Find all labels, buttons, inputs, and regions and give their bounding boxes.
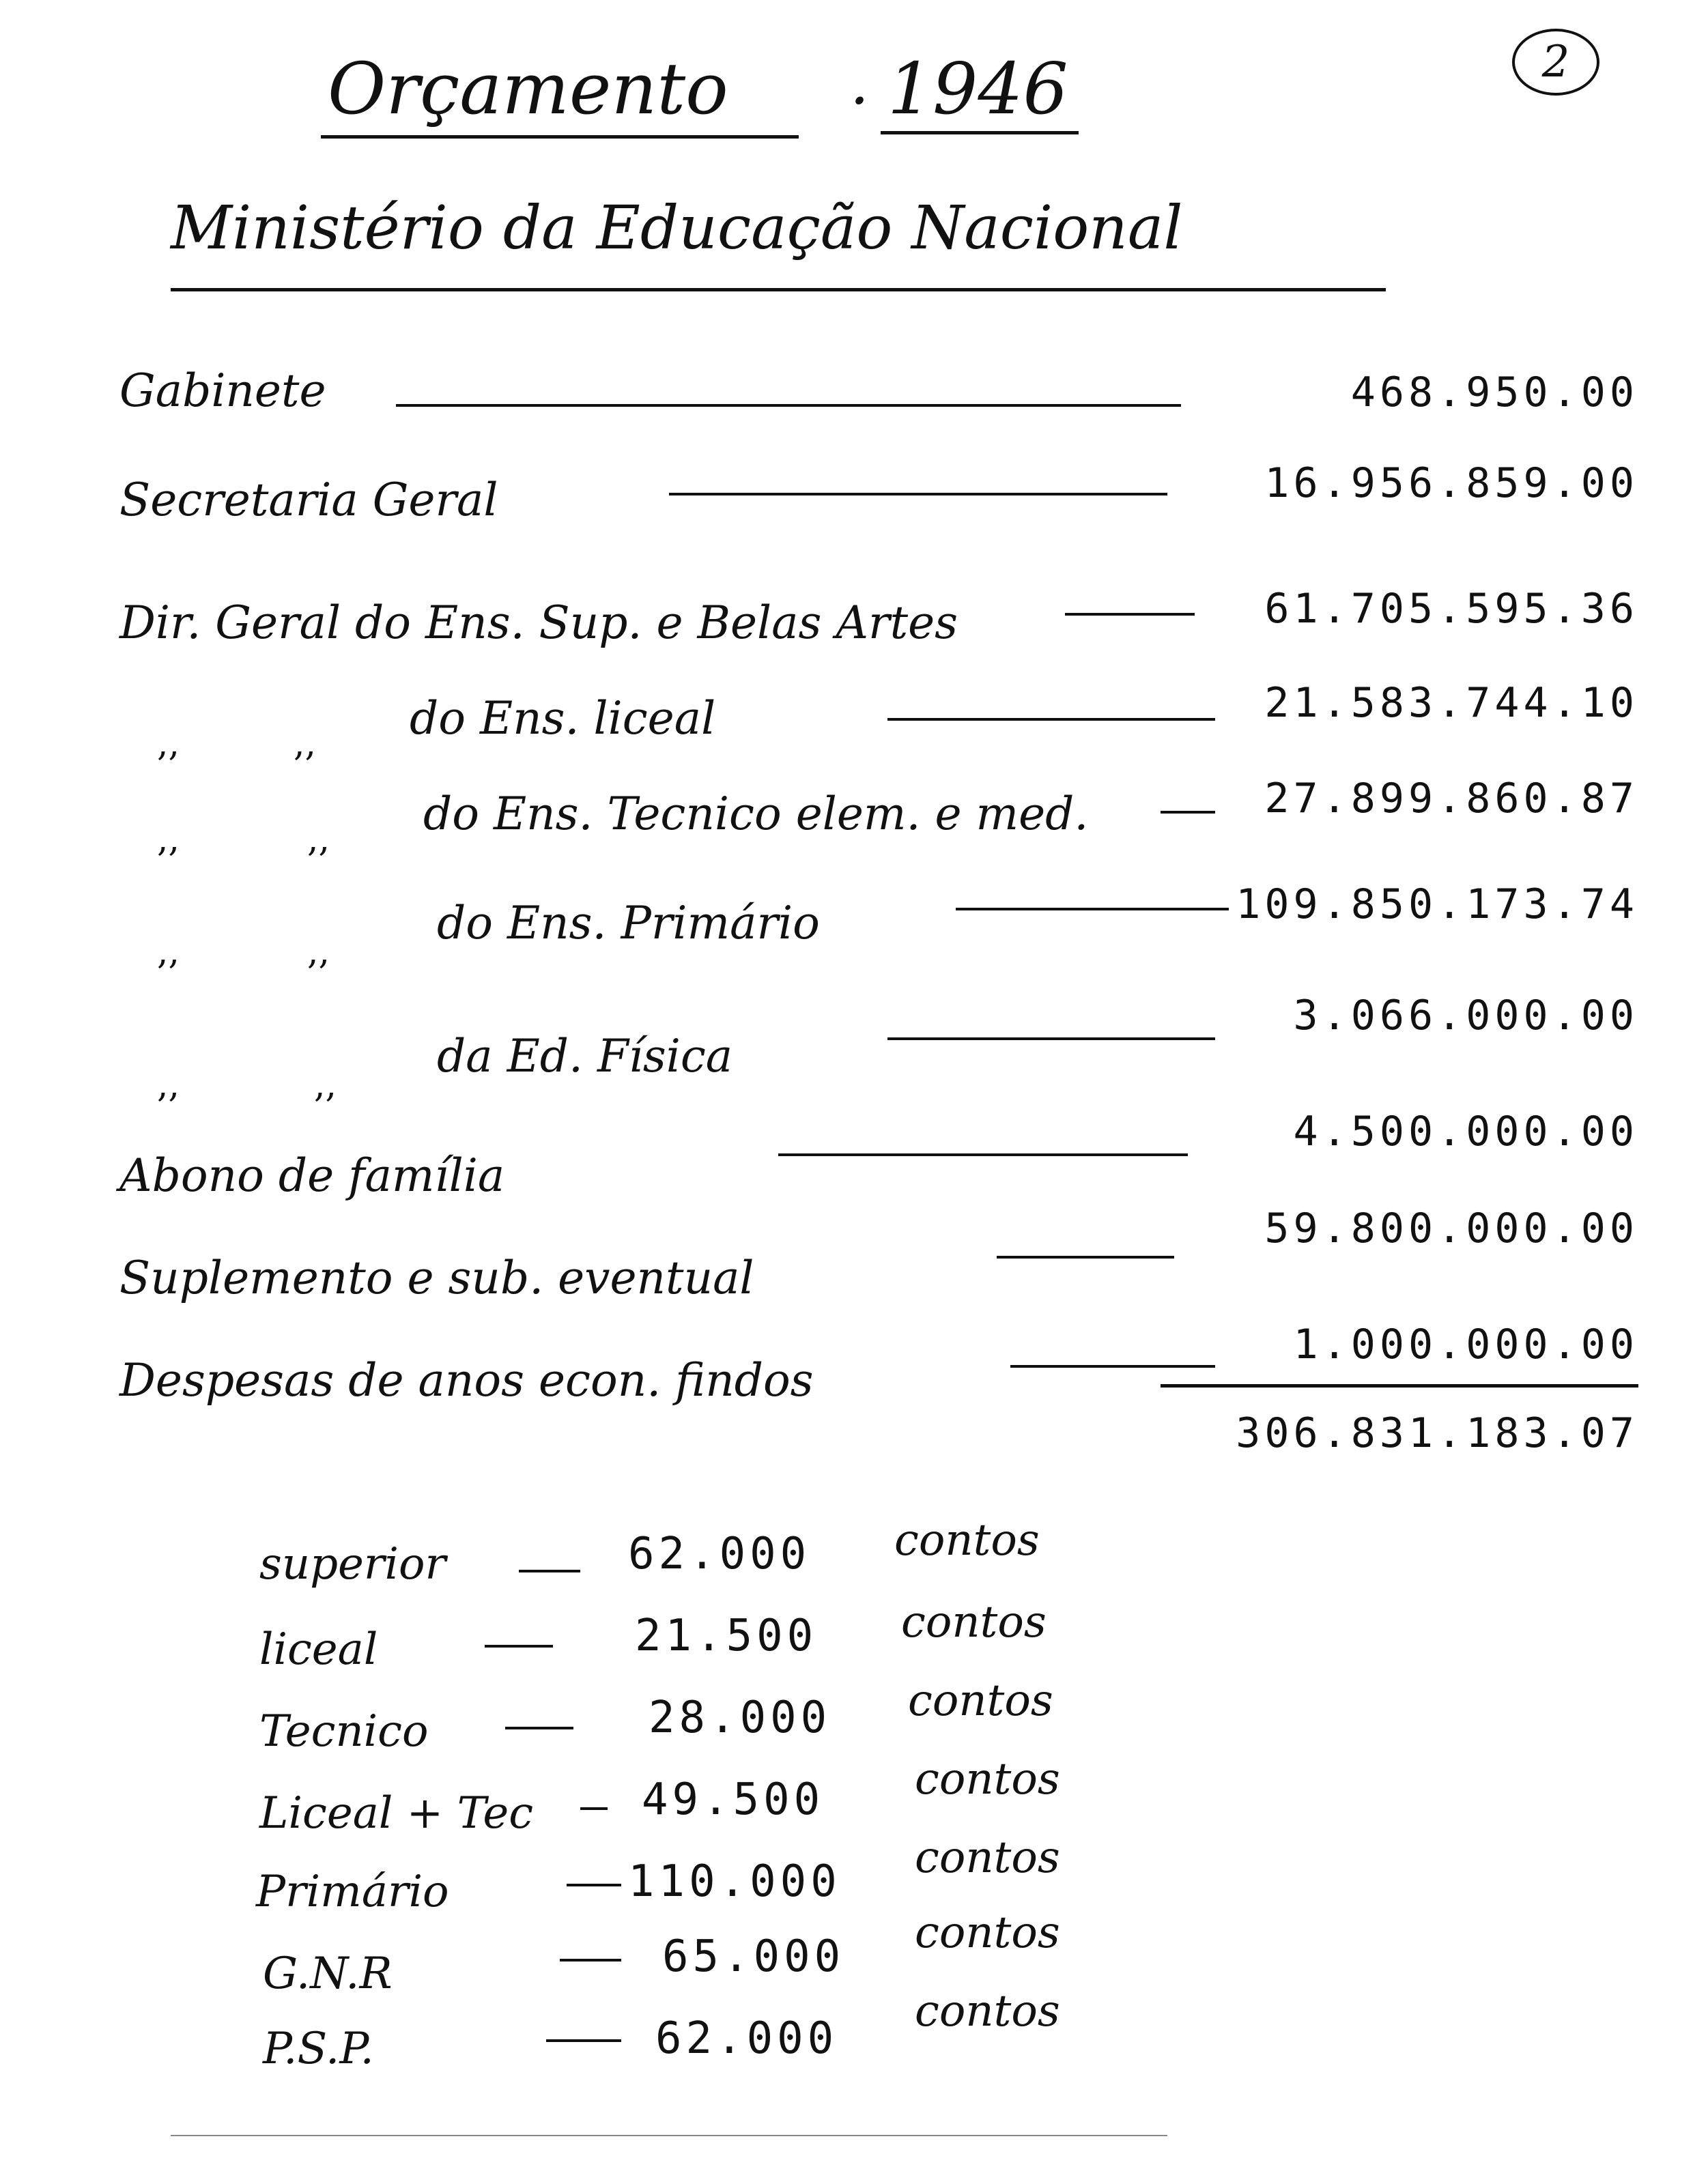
summary-label: P.S.P. <box>263 2024 374 2074</box>
item-value: 3.066.000.00 <box>1293 992 1638 1039</box>
bottom-scan-line <box>171 2135 1167 2136</box>
document-year: 1946 <box>887 47 1068 130</box>
summary-dash <box>560 1959 621 1962</box>
summary-unit: contos <box>908 1676 1053 1726</box>
item-value: 21.583.744.10 <box>1264 679 1638 727</box>
summary-label: Primário <box>256 1867 449 1917</box>
item-label: do Ens. Tecnico elem. e med. <box>423 788 1089 840</box>
leader-line <box>887 718 1215 721</box>
page-number: 2 <box>1512 29 1599 96</box>
summary-label: G.N.R <box>263 1949 393 1999</box>
item-label: Secretaria Geral <box>119 474 498 526</box>
item-label: Gabinete <box>119 364 326 417</box>
item-value: 109.850.173.74 <box>1236 880 1638 928</box>
ditto-mark: ,, <box>157 932 180 973</box>
ditto-mark: ,, <box>157 1065 180 1106</box>
summary-value: 65.000 <box>662 1931 845 1982</box>
item-label: da Ed. Física <box>437 1030 733 1082</box>
summary-unit: contos <box>915 1754 1060 1805</box>
summary-value: 28.000 <box>649 1693 831 1743</box>
summary-value: 62.000 <box>655 2013 838 2064</box>
summary-unit: contos <box>901 1597 1047 1648</box>
item-value: 4.500.000.00 <box>1293 1108 1638 1155</box>
leader-line <box>1010 1365 1215 1368</box>
summary-value: 21.500 <box>635 1611 818 1661</box>
leader-line <box>396 404 1181 407</box>
total-rule <box>1161 1384 1638 1388</box>
title-underline <box>321 135 799 139</box>
year-underline <box>881 131 1079 134</box>
summary-dash <box>519 1570 580 1572</box>
summary-dash <box>505 1727 573 1729</box>
summary-label: liceal <box>259 1624 378 1675</box>
item-label: Suplemento e sub. eventual <box>119 1252 754 1304</box>
leader-line <box>778 1153 1188 1156</box>
leader-line <box>669 493 1167 495</box>
item-value: 468.950.00 <box>1350 369 1638 416</box>
ditto-mark: ,, <box>157 819 180 860</box>
ditto-mark: ,, <box>157 723 180 764</box>
ditto-mark: ,, <box>307 819 330 860</box>
item-value: 61.705.595.36 <box>1264 585 1638 633</box>
leader-line <box>887 1037 1215 1040</box>
item-value: 59.800.000.00 <box>1264 1205 1638 1252</box>
summary-label: superior <box>259 1539 446 1590</box>
summary-dash <box>546 2039 621 2042</box>
ministry-heading: Ministério da Educação Nacional <box>171 192 1183 263</box>
item-label: Despesas de anos econ. findos <box>119 1354 814 1407</box>
item-label: Dir. Geral do Ens. Sup. e Belas Artes <box>119 597 958 649</box>
summary-unit: contos <box>894 1515 1040 1566</box>
summary-dash <box>567 1884 621 1886</box>
item-value: 1.000.000.00 <box>1293 1321 1638 1368</box>
leader-line <box>956 908 1229 910</box>
title-separator: . <box>850 48 869 118</box>
summary-unit: contos <box>915 1833 1060 1883</box>
ditto-mark: ,, <box>294 723 317 764</box>
summary-value: 110.000 <box>628 1856 841 1907</box>
summary-value: 49.500 <box>642 1774 825 1825</box>
summary-value: 62.000 <box>628 1529 811 1579</box>
item-label: do Ens. Primário <box>437 897 820 949</box>
ditto-mark: ,, <box>307 932 330 973</box>
item-value: 16.956.859.00 <box>1264 459 1638 507</box>
ministry-underline <box>171 288 1386 291</box>
summary-unit: contos <box>915 1986 1060 2037</box>
ditto-mark: ,, <box>314 1065 337 1106</box>
leader-line <box>997 1256 1174 1259</box>
item-label: Abono de família <box>119 1149 505 1202</box>
total-value: 306.831.183.07 <box>1236 1409 1638 1457</box>
summary-label: Tecnico <box>259 1706 429 1757</box>
summary-dash <box>580 1807 608 1810</box>
summary-label: Liceal + Tec <box>259 1788 534 1839</box>
item-value: 27.899.860.87 <box>1264 775 1638 822</box>
document-title: Orçamento <box>328 47 728 130</box>
leader-line <box>1065 613 1195 616</box>
summary-dash <box>485 1645 553 1648</box>
summary-unit: contos <box>915 1908 1060 1958</box>
item-label: do Ens. liceal <box>410 692 716 745</box>
